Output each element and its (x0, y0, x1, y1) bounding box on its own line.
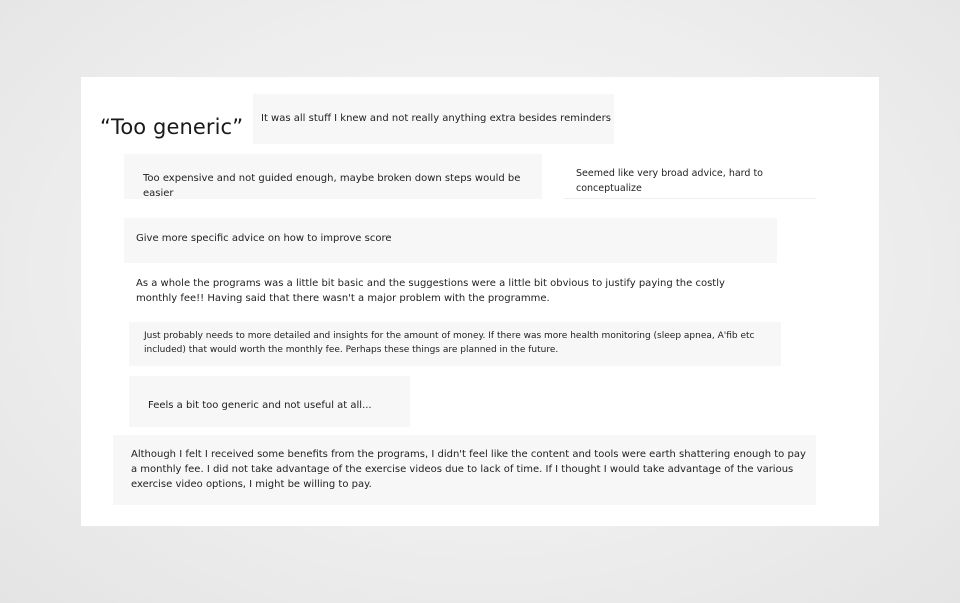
note-text: Too expensive and not guided enough, maybe broken down steps would be easier (143, 173, 521, 199)
note-text: Give more specific advice on how to improve score (136, 233, 392, 244)
sticky-note[interactable] (113, 435, 816, 505)
note-text: It was all stuff I knew and not really anything extra besides reminders (261, 113, 611, 124)
sticky-note[interactable] (253, 94, 614, 144)
sticky-note[interactable] (124, 218, 777, 263)
sticky-note[interactable] (124, 154, 542, 199)
note-text: Feels a bit too generic and not useful at all... (148, 400, 372, 411)
note-text: Although I felt I received some benefits from the programs, I didn't feel like the content and tools were earth shattering enough to pay a monthly fee. I did not take advantage of the exercise videos due to lack of time. If I thought I would take advantage of the various exercise video options, I might be willing to pay. (131, 449, 806, 490)
note-text: As a whole the programs was a little bit basic and the suggestions were a little bit obvious to justify paying the costly monthly fee!! Having said that there wasn't a major problem with the programme. (136, 278, 725, 304)
note-text: Just probably needs to more detailed and insights for the amount of money. If there was more health monitoring (sleep apnea, A'fib etc included) that would worth the monthly fee. Perhaps these things are planned in the future. (144, 331, 755, 355)
note-text: Seemed like very broad advice, hard to conceptualize (576, 168, 763, 194)
sticky-note[interactable] (129, 322, 781, 366)
cluster-title: “Too generic” (100, 115, 244, 139)
sticky-note[interactable] (129, 376, 410, 427)
sticky-note[interactable] (124, 268, 777, 310)
sticky-note[interactable] (564, 153, 816, 198)
